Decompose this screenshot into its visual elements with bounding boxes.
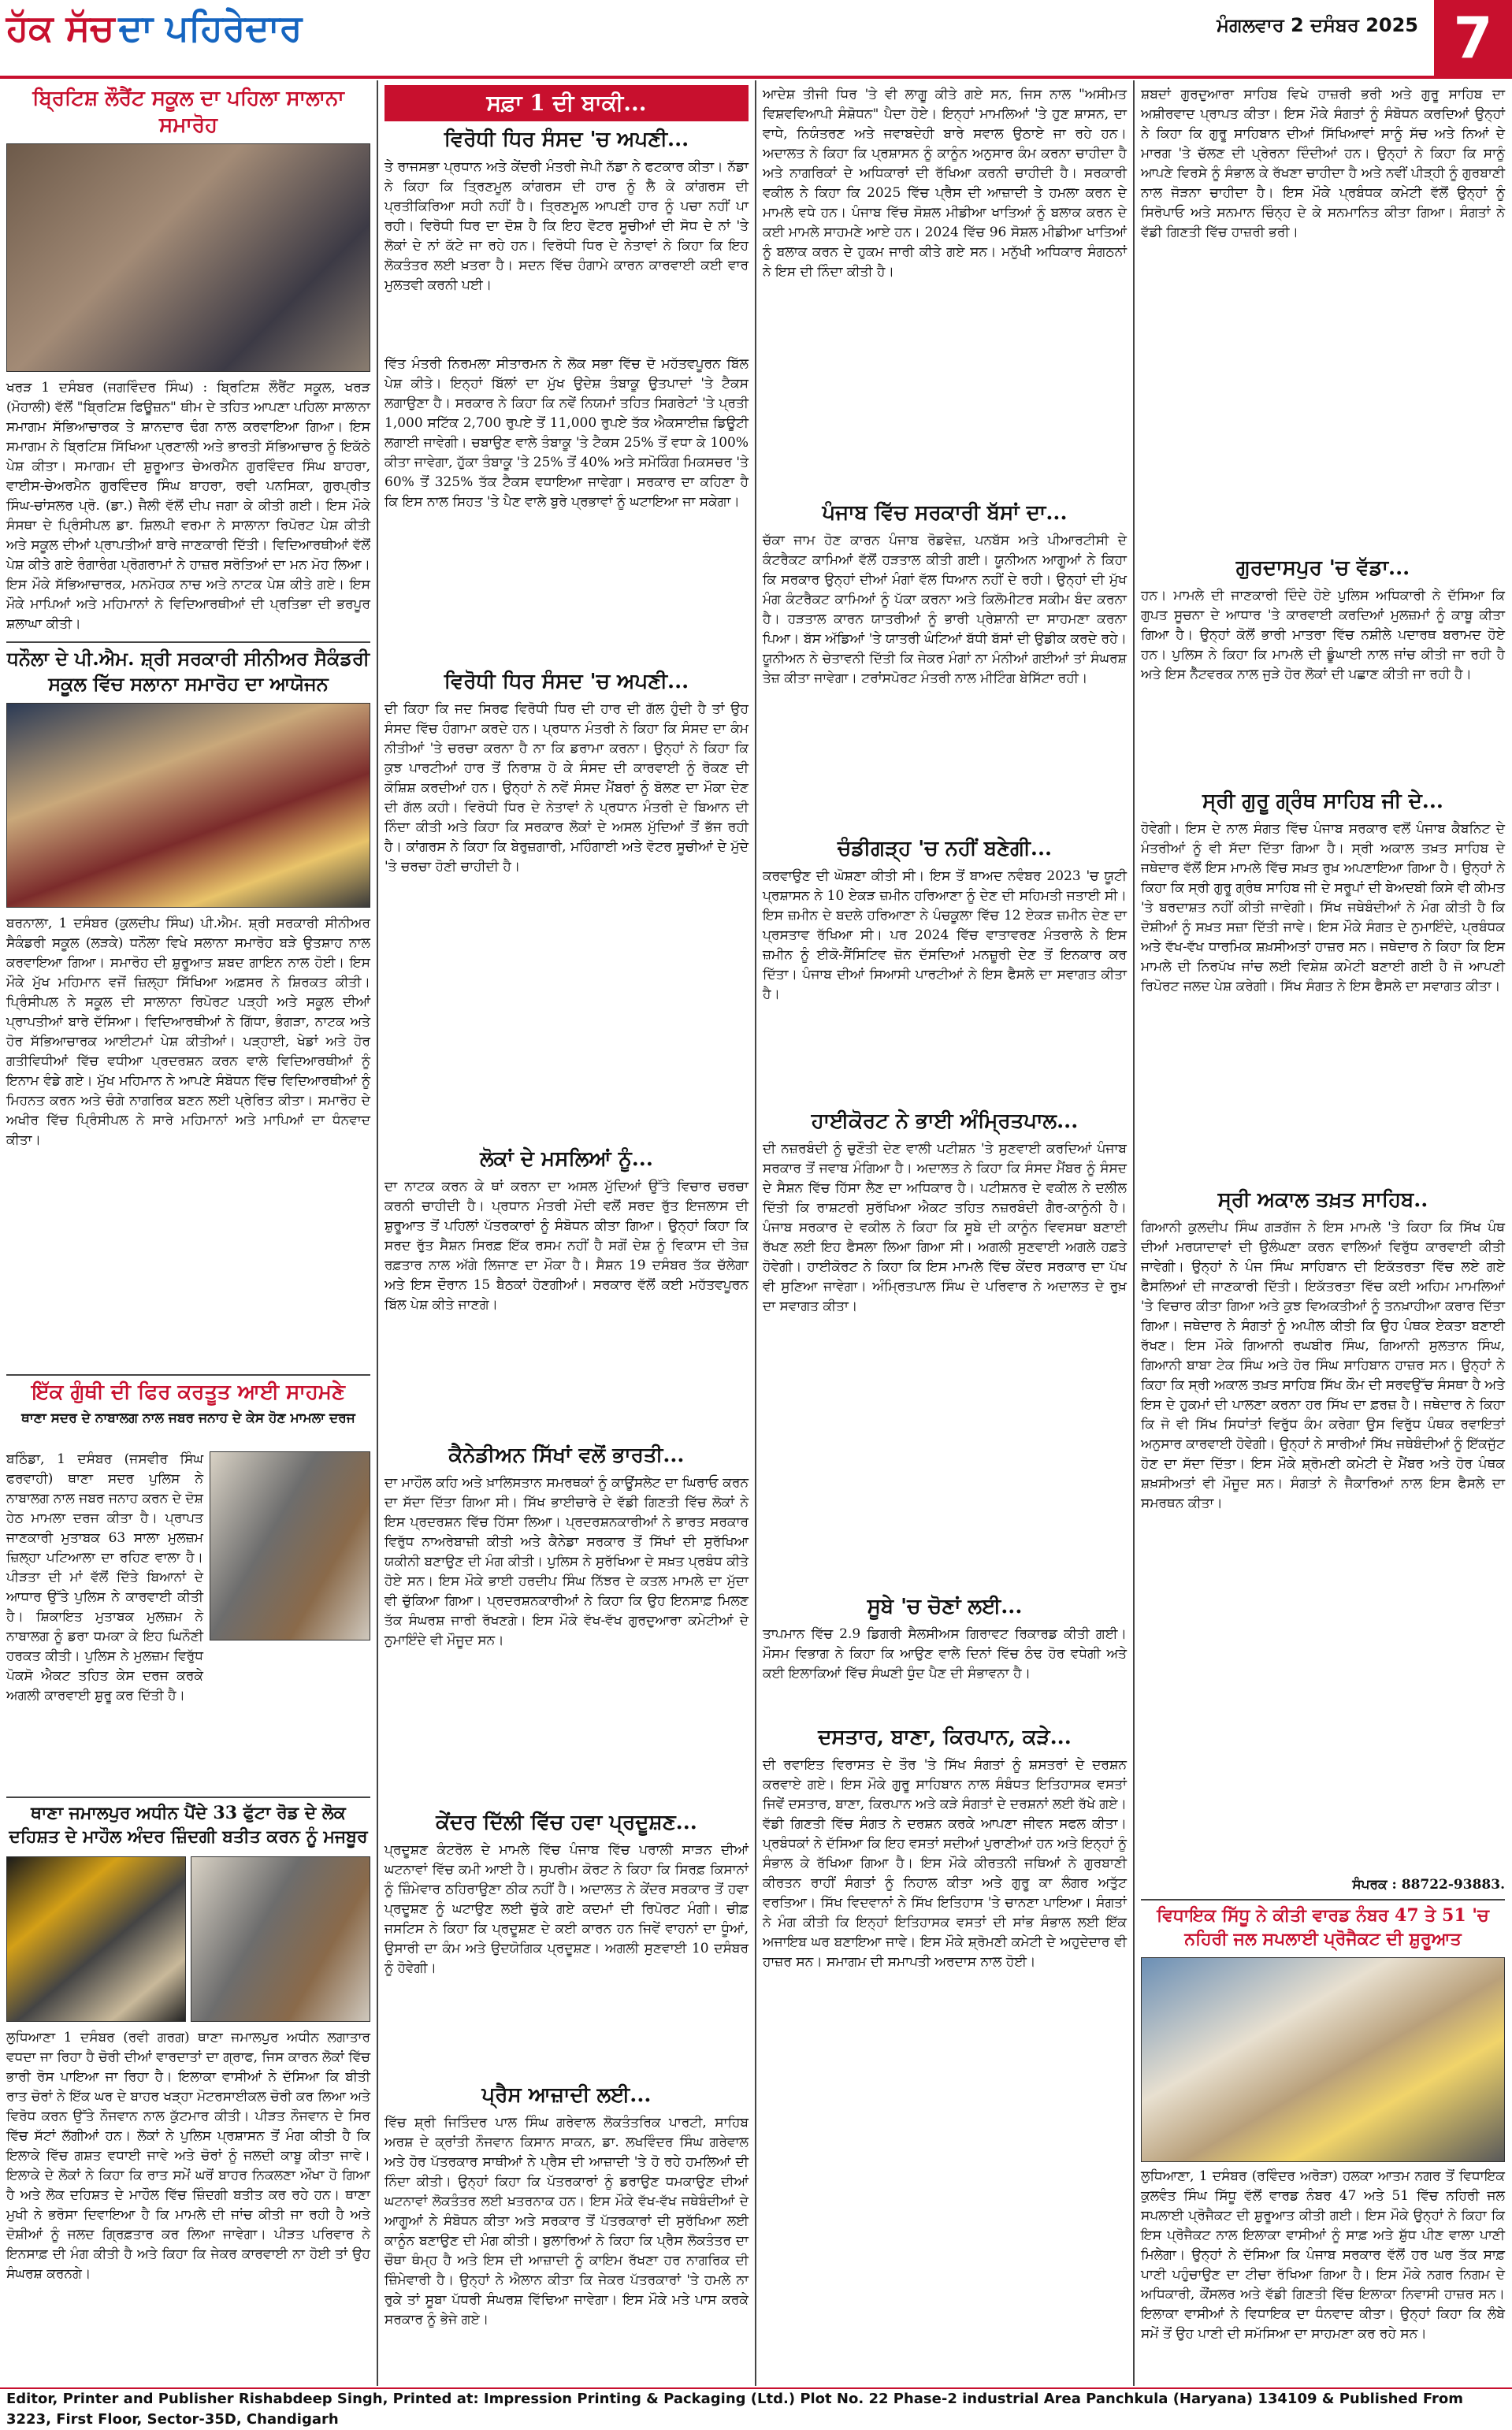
article-guru-granth-sahib: ਹੋਵੇਗੀ। ਇਸ ਦੇ ਨਾਲ ਸੰਗਤ ਵਿੱਚ ਪੰਜਾਬ ਸਰਕਾਰ ਵਲੋਂ ਪੰਜਾਬ ਕੈਬਨਿਟ ਦੇ ਮੰਤਰੀਆਂ ਨੂੰ ਵੀ ਸੱਦਾ ਦਿੱਤਾ ਗਿਆ ਹੈ। ਸ੍ਰੀ ਅਕਾਲ ਤਖ਼ਤ ਸਾਹਿਬ ਦੇ ਜਥੇਦਾਰ ਵੱਲੋਂ ਇਸ ਮਾਮਲੇ ਵਿੱਚ ਸਖ਼ਤ ਰੁਖ਼ ਅਪਣਾਇਆ ਗਿਆ ਹੈ। ਉਨ੍ਹਾਂ ਨੇ ਕਿਹਾ ਕਿ ਸ੍ਰੀ ਗੁਰੂ ਗ੍ਰੰਥ ਸਾਹਿਬ ਜੀ ਦੇ ਸਰੂਪਾਂ ਦੀ ਬੇਅਦਬੀ ਕਿਸੇ ਵੀ ਕੀਮਤ 'ਤੇ ਬਰਦਾਸ਼ਤ ਨਹੀਂ ਕੀਤੀ ਜਾਵੇਗੀ। ਸਿੱਖ ਜਥੇਬੰਦੀਆਂ ਨੇ ਮੰਗ ਕੀਤੀ ਹੈ ਕਿ ਦੋਸ਼ੀਆਂ ਨੂੰ ਸਖ਼ਤ ਸਜ਼ਾ ਦਿੱਤੀ ਜਾਵੇ। ਇਸ ਮੌਕੇ ਸੰਗਤ ਦੇ ਨੁਮਾਇੰਦੇ, ਪ੍ਰਬੰਧਕ ਅਤੇ ਵੱਖ-ਵੱਖ ਧਾਰਮਿਕ ਸ਼ਖ਼ਸੀਅਤਾਂ ਹਾਜ਼ਰ ਸਨ। ਜਥੇਦਾਰ ਨੇ ਕਿਹਾ ਕਿ ਇਸ ਮਾਮਲੇ ਦੀ ਨਿਰਪੱਖ ਜਾਂਚ ਲਈ ਵਿਸ਼ੇਸ਼ ਕਮੇਟੀ ਬਣਾਈ ਗਈ ਹੈ ਜੋ ਆਪਣੀ ਰਿਪੋਰਟ ਜਲਦ ਪੇਸ਼ ਕਰੇਗੀ। ਸਿੱਖ ਸੰਗਤ ਨੇ ਇਸ ਫੈਸਲੇ ਦਾ ਸਵਾਗਤ ਕੀਤਾ। [1141, 821, 1510, 994]
article-water-project: ਲੁਧਿਆਣਾ, 1 ਦਸੰਬਰ (ਰਵਿੰਦਰ ਅਰੋੜਾ) ਹਲਕਾ ਆਤਮ ਨਗਰ ਤੋਂ ਵਿਧਾਇਕ ਕੁਲਵੰਤ ਸਿੰਘ ਸਿੱਧੂ ਵੱਲੋਂ ਵਾਰਡ ਨੰਬਰ 47 ਅਤੇ 51 ਵਿੱਚ ਨਹਿਰੀ ਜਲ ਸਪਲਾਈ ਪ੍ਰੋਜੈਕਟ ਦੀ ਸ਼ੁਰੂਆਤ ਕੀਤੀ ਗਈ। ਇਸ ਮੌਕੇ ਉਨ੍ਹਾਂ ਨੇ ਕਿਹਾ ਕਿ ਇਸ ਪ੍ਰੋਜੈਕਟ ਨਾਲ ਇਲਾਕਾ ਵਾਸੀਆਂ ਨੂੰ ਸਾਫ਼ ਅਤੇ ਸ਼ੁੱਧ ਪੀਣ ਵਾਲਾ ਪਾਣੀ ਮਿਲੇਗਾ। ਉਨ੍ਹਾਂ ਨੇ ਦੱਸਿਆ ਕਿ ਪੰਜਾਬ ਸਰਕਾਰ ਵੱਲੋਂ ਹਰ ਘਰ ਤੱਕ ਸਾਫ਼ ਪਾਣੀ ਪਹੁੰਚਾਉਣ ਦਾ ਟੀਚਾ ਰੱਖਿਆ ਗਿਆ ਹੈ। ਇਸ ਮੌਕੇ ਨਗਰ ਨਿਗਮ ਦੇ ਅਧਿਕਾਰੀ, ਕੌਂਸਲਰ ਅਤੇ ਵੱਡੀ ਗਿਣਤੀ ਵਿੱਚ ਇਲਾਕਾ ਨਿਵਾਸੀ ਹਾਜ਼ਰ ਸਨ। ਇਲਾਕਾ ਵਾਸੀਆਂ ਨੇ ਵਿਧਾਇਕ ਦਾ ਧੰਨਵਾਦ ਕੀਤਾ। ਉਨ੍ਹਾਂ ਕਿਹਾ ਕਿ ਲੰਬੇ ਸਮੇਂ ਤੋਂ ਉਹ ਪਾਣੀ ਦੀ ਸਮੱਸਿਆ ਦਾ ਸਾਹਮਣਾ ਕਰ ਰਹੇ ਸਨ। [1141, 2168, 1510, 2342]
masthead-rule [0, 76, 1512, 79]
article-crime-case: ਬਠਿੰਡਾ, 1 ਦਸੰਬਰ (ਜਸਵੀਰ ਸਿੰਘ ਫਰਵਾਹੀ) ਥਾਣਾ ਸਦਰ ਪੁਲਿਸ ਨੇ ਨਾਬਾਲਗ ਨਾਲ ਜਬਰ ਜਨਾਹ ਕਰਨ ਦੇ ਦੋਸ਼ ਹੇਠ ਮਾਮਲਾ ਦਰਜ ਕੀਤਾ ਹੈ। ਪ੍ਰਾਪਤ ਜਾਣਕਾਰੀ ਮੁਤਾਬਕ 63 ਸਾਲਾ ਮੁਲਜ਼ਮ ਜ਼ਿਲ੍ਹਾ ਪਟਿਆਲਾ ਦਾ ਰਹਿਣ ਵਾਲਾ ਹੈ। ਪੀੜਤਾ ਦੀ ਮਾਂ ਵੱਲੋਂ ਦਿੱਤੇ ਬਿਆਨਾਂ ਦੇ ਆਧਾਰ ਉੱਤੇ ਪੁਲਿਸ ਨੇ ਕਾਰਵਾਈ ਕੀਤੀ ਹੈ। ਸ਼ਿਕਾਇਤ ਮੁਤਾਬਕ ਮੁਲਜ਼ਮ ਨੇ ਨਾਬਾਲਗ ਨੂੰ ਡਰਾ ਧਮਕਾ ਕੇ ਇਹ ਘਿਨੌਣੀ ਹਰਕਤ ਕੀਤੀ। ਪੁਲਿਸ ਨੇ ਮੁਲਜ਼ਮ ਵਿਰੁੱਧ ਪੋਕਸੋ ਐਕਟ ਤਹਿਤ ਕੇਸ ਦਰਜ ਕਰਕੇ ਅਗਲੀ ਕਾਰਵਾਈ ਸ਼ੁਰੂ ਕਰ ਦਿੱਤੀ ਹੈ। [6, 1451, 208, 1704]
headline-gurdaspur: ਗੁਰਦਾਸਪੁਰ 'ਚ ਵੱਡਾ... [1235, 556, 1410, 580]
article-punjab-buses: ਚੱਕਾ ਜਾਮ ਹੋਣ ਕਾਰਨ ਪੰਜਾਬ ਰੋਡਵੇਜ਼, ਪਨਬੱਸ ਅਤੇ ਪੀਆਰਟੀਸੀ ਦੇ ਕੰਟਰੈਕਟ ਕਾਮਿਆਂ ਵੱਲੋਂ ਹੜਤਾਲ ਕੀਤੀ ਗਈ। ਯੂਨੀਅਨ ਆਗੂਆਂ ਨੇ ਕਿਹਾ ਕਿ ਸਰਕਾਰ ਉਨ੍ਹਾਂ ਦੀਆਂ ਮੰਗਾਂ ਵੱਲ ਧਿਆਨ ਨਹੀਂ ਦੇ ਰਹੀ। ਉਨ੍ਹਾਂ ਦੀ ਮੁੱਖ ਮੰਗ ਕੰਟਰੈਕਟ ਕਾਮਿਆਂ ਨੂੰ ਪੱਕਾ ਕਰਨਾ ਅਤੇ ਕਿਲੋਮੀਟਰ ਸਕੀਮ ਬੰਦ ਕਰਨਾ ਹੈ। ਹੜਤਾਲ ਕਾਰਨ ਯਾਤਰੀਆਂ ਨੂੰ ਭਾਰੀ ਪ੍ਰੇਸ਼ਾਨੀ ਦਾ ਸਾਹਮਣਾ ਕਰਨਾ ਪਿਆ। ਬੱਸ ਅੱਡਿਆਂ 'ਤੇ ਯਾਤਰੀ ਘੰਟਿਆਂ ਬੱਧੀ ਬੱਸਾਂ ਦੀ ਉਡੀਕ ਕਰਦੇ ਰਹੇ। ਯੂਨੀਅਨ ਨੇ ਚੇਤਾਵਨੀ ਦਿੱਤੀ ਕਿ ਜੇਕਰ ਮੰਗਾਂ ਨਾ ਮੰਨੀਆਂ ਗਈਆਂ ਤਾਂ ਸੰਘਰਸ਼ ਤੇਜ਼ ਕੀਤਾ ਜਾਵੇਗਾ। ਟਰਾਂਸਪੋਰਟ ਮੰਤਰੀ ਨਾਲ ਮੀਟਿੰਗ ਬੇਸਿੱਟਾ ਰਹੀ। [763, 533, 1131, 686]
section-rule [6, 1374, 370, 1376]
article-gurdwara-visit: ਸ਼ਬਦਾਂ ਗੁਰਦੁਆਰਾ ਸਾਹਿਬ ਵਿਖੇ ਹਾਜ਼ਰੀ ਭਰੀ ਅਤੇ ਗੁਰੂ ਸਾਹਿਬ ਦਾ ਅਸ਼ੀਰਵਾਦ ਪ੍ਰਾਪਤ ਕੀਤਾ। ਇਸ ਮੌਕੇ ਸੰਗਤਾਂ ਨੂੰ ਸੰਬੋਧਨ ਕਰਦਿਆਂ ਉਨ੍ਹਾਂ ਨੇ ਕਿਹਾ ਕਿ ਗੁਰੂ ਸਾਹਿਬਾਨ ਦੀਆਂ ਸਿੱਖਿਆਵਾਂ ਸਾਨੂੰ ਸੱਚ ਅਤੇ ਨਿਆਂ ਦੇ ਮਾਰਗ 'ਤੇ ਚੱਲਣ ਦੀ ਪ੍ਰੇਰਨਾ ਦਿੰਦੀਆਂ ਹਨ। ਉਨ੍ਹਾਂ ਨੇ ਕਿਹਾ ਕਿ ਸਾਨੂੰ ਆਪਣੇ ਵਿਰਸੇ ਨੂੰ ਸੰਭਾਲ ਕੇ ਰੱਖਣਾ ਚਾਹੀਦਾ ਹੈ ਅਤੇ ਨਵੀਂ ਪੀੜ੍ਹੀ ਨੂੰ ਗੁਰਬਾਣੀ ਨਾਲ ਜੋੜਨਾ ਚਾਹੀਦਾ ਹੈ। ਇਸ ਮੌਕੇ ਪ੍ਰਬੰਧਕ ਕਮੇਟੀ ਵੱਲੋਂ ਉਨ੍ਹਾਂ ਨੂੰ ਸਿਰੋਪਾਓ ਅਤੇ ਸਨਮਾਨ ਚਿੰਨ੍ਹ ਦੇ ਕੇ ਸਨਮਾਨਿਤ ਕੀਤਾ ਗਿਆ। ਸੰਗਤਾਂ ਨੇ ਵੱਡੀ ਗਿਣਤੀ ਵਿੱਚ ਹਾਜ਼ਰੀ ਭਰੀ। [1141, 87, 1510, 240]
logo-part2: ਦਾ ਪਹਿਰੇਦਾਰ [118, 6, 303, 49]
headline-delhi-pollution: ਕੇਂਦਰ ਦਿੱਲੀ ਵਿੱਚ ਹਵਾ ਪ੍ਰਦੂਸ਼ਣ... [436, 1811, 697, 1834]
headline-jamalpur-road: ਥਾਣਾ ਜਮਾਲਪੁਰ ਅਧੀਨ ਪੈਂਦੇ 33 ਫੁੱਟਾ ਰੋਡ ਦੇ ਲੋਕ ਦਹਿਸ਼ਤ ਦੇ ਮਾਹੌਲ ਅੰਦਰ ਜ਼ਿੰਦਗੀ ਬਤੀਤ ਕਰਨ ਨੂੰ ਮਜਬੂਰ [9, 1803, 368, 1847]
headline-chandigarh: ਚੰਡੀਗੜ੍ਹ 'ਚ ਨਹੀਂ ਬਣੇਗੀ... [837, 837, 1053, 860]
publisher-imprint: Editor, Printer and Publisher Rishabdeep Singh, Printed at: Impression Printing & Packaging (Ltd.) Plot No. 22 Phase-2 industrial Area Panchkula (Haryana) 134109 & Published From 3223, First Floor, Sector-35D, Chandigarh [0, 2387, 1512, 2410]
headline-press-freedom: ਪ੍ਰੈਸ ਆਜ਼ਾਦੀ ਲਈ... [481, 2083, 652, 2107]
headline-school-function: ਬ੍ਰਿਟਿਸ਼ ਲੌਰੈਂਟ ਸਕੂਲ ਦਾ ਪਹਿਲਾ ਸਾਲਾਨਾ ਸਮਾਰੋਹ [32, 87, 344, 137]
headline-punjab-buses: ਪੰਜਾਬ ਵਿੱਚ ਸਰਕਾਰੀ ਬੱਸਾਂ ਦਾ... [822, 501, 1068, 525]
article-jamalpur-road: ਲੁਧਿਆਣਾ 1 ਦਸੰਬਰ (ਰਵੀ ਗਰਗ) ਥਾਣਾ ਜਮਾਲਪੁਰ ਅਧੀਨ ਲਗਾਤਾਰ ਵਧਦਾ ਜਾ ਰਿਹਾ ਹੈ ਚੋਰੀ ਦੀਆਂ ਵਾਰਦਾਤਾਂ ਦਾ ਗ੍ਰਾਫ, ਜਿਸ ਕਾਰਨ ਲੋਕਾਂ ਵਿੱਚ ਭਾਰੀ ਰੋਸ ਪਾਇਆ ਜਾ ਰਿਹਾ ਹੈ। ਇਲਾਕਾ ਵਾਸੀਆਂ ਨੇ ਦੱਸਿਆ ਕਿ ਬੀਤੀ ਰਾਤ ਚੋਰਾਂ ਨੇ ਇੱਕ ਘਰ ਦੇ ਬਾਹਰ ਖੜ੍ਹਾ ਮੋਟਰਸਾਈਕਲ ਚੋਰੀ ਕਰ ਲਿਆ ਅਤੇ ਵਿਰੋਧ ਕਰਨ ਉੱਤੇ ਨੌਜਵਾਨ ਨਾਲ ਕੁੱਟਮਾਰ ਕੀਤੀ। ਪੀੜਤ ਨੌਜਵਾਨ ਦੇ ਸਿਰ ਵਿੱਚ ਸੱਟਾਂ ਲੱਗੀਆਂ ਹਨ। ਲੋਕਾਂ ਨੇ ਪੁਲਿਸ ਪ੍ਰਸ਼ਾਸਨ ਤੋਂ ਮੰਗ ਕੀਤੀ ਹੈ ਕਿ ਇਲਾਕੇ ਵਿੱਚ ਗਸ਼ਤ ਵਧਾਈ ਜਾਵੇ ਅਤੇ ਚੋਰਾਂ ਨੂੰ ਜਲਦੀ ਕਾਬੂ ਕੀਤਾ ਜਾਵੇ। ਇਲਾਕੇ ਦੇ ਲੋਕਾਂ ਨੇ ਕਿਹਾ ਕਿ ਰਾਤ ਸਮੇਂ ਘਰੋਂ ਬਾਹਰ ਨਿਕਲਣਾ ਔਖਾ ਹੋ ਗਿਆ ਹੈ ਅਤੇ ਲੋਕ ਦਹਿਸ਼ਤ ਦੇ ਮਾਹੌਲ ਵਿੱਚ ਜ਼ਿੰਦਗੀ ਬਤੀਤ ਕਰ ਰਹੇ ਹਨ। ਥਾਣਾ ਮੁਖੀ ਨੇ ਭਰੋਸਾ ਦਿਵਾਇਆ ਹੈ ਕਿ ਮਾਮਲੇ ਦੀ ਜਾਂਚ ਕੀਤੀ ਜਾ ਰਹੀ ਹੈ ਅਤੇ ਦੋਸ਼ੀਆਂ ਨੂੰ ਜਲਦ ਗ੍ਰਿਫ਼ਤਾਰ ਕਰ ਲਿਆ ਜਾਵੇਗਾ। ਪੀੜਤ ਪਰਿਵਾਰ ਨੇ ਇਨਸਾਫ਼ ਦੀ ਮੰਗ ਕੀਤੀ ਹੈ ਅਤੇ ਕਿਹਾ ਕਿ ਜੇਕਰ ਕਾਰਵਾਈ ਨਾ ਹੋਈ ਤਾਂ ਉਹ ਸੰਘਰਸ਼ ਕਰਨਗੇ। [6, 2030, 375, 2282]
headline-high-court: ਹਾਈਕੋਰਟ ਨੇ ਭਾਈ ਅੰਮ੍ਰਿਤਪਾਲ... [811, 1109, 1079, 1133]
article-press-orders: ਆਦੇਸ਼ ਤੀਜੀ ਧਿਰ 'ਤੇ ਵੀ ਲਾਗੂ ਕੀਤੇ ਗਏ ਸਨ, ਜਿਸ ਨਾਲ "ਅਸੀਮਤ ਵਿਸ਼ਵਵਿਆਪੀ ਸੰਸ਼ੋਧਨ" ਪੈਦਾ ਹੋਏ। ਇਨ੍ਹਾਂ ਮਾਮਲਿਆਂ 'ਤੇ ਹੁਣ ਸ਼ਾਸਨ, ਦਾ ਵਾਧੇ, ਨਿਯੰਤਰਣ ਅਤੇ ਜਵਾਬਦੇਹੀ ਬਾਰੇ ਸਵਾਲ ਉਠਾਏ ਜਾ ਰਹੇ ਹਨ। ਅਦਾਲਤ ਨੇ ਕਿਹਾ ਕਿ ਪ੍ਰਸ਼ਾਸਨ ਨੂੰ ਕਾਨੂੰਨ ਅਨੁਸਾਰ ਕੰਮ ਕਰਨਾ ਚਾਹੀਦਾ ਹੈ ਅਤੇ ਨਾਗਰਿਕਾਂ ਦੇ ਅਧਿਕਾਰਾਂ ਦੀ ਰੱਖਿਆ ਕਰਨੀ ਚਾਹੀਦੀ ਹੈ। ਸਰਕਾਰੀ ਵਕੀਲ ਨੇ ਕਿਹਾ ਕਿ 2025 ਵਿੱਚ ਪ੍ਰੈਸ ਦੀ ਆਜ਼ਾਦੀ ਤੇ ਹਮਲਾ ਕਰਨ ਦੇ ਮਾਮਲੇ ਵਧੇ ਹਨ। ਪੰਜਾਬ ਵਿੱਚ ਸੋਸ਼ਲ ਮੀਡੀਆ ਖਾਤਿਆਂ ਨੂੰ ਬਲਾਕ ਕਰਨ ਦੇ ਕਈ ਮਾਮਲੇ ਸਾਹਮਣੇ ਆਏ ਹਨ। 2024 ਵਿੱਚ 96 ਸੋਸ਼ਲ ਮੀਡੀਆ ਖਾਤਿਆਂ ਨੂੰ ਬਲਾਕ ਕਰਨ ਦੇ ਹੁਕਮ ਜਾਰੀ ਕੀਤੇ ਗਏ ਸਨ। ਮਨੁੱਖੀ ਅਧਿਕਾਰ ਸੰਗਠਨਾਂ ਨੇ ਇਸ ਦੀ ਨਿੰਦਾ ਕੀਤੀ ਹੈ। [763, 87, 1131, 280]
logo-part1: ਹੱਕ ਸੱਚ [6, 6, 115, 49]
section-rule [6, 1796, 370, 1798]
article-gurdaspur: ਹਨ। ਮਾਮਲੇ ਦੀ ਜਾਣਕਾਰੀ ਦਿੰਦੇ ਹੋਏ ਪੁਲਿਸ ਅਧਿਕਾਰੀ ਨੇ ਦੱਸਿਆ ਕਿ ਗੁਪਤ ਸੂਚਨਾ ਦੇ ਆਧਾਰ 'ਤੇ ਕਾਰਵਾਈ ਕਰਦਿਆਂ ਮੁਲਜ਼ਮਾਂ ਨੂੰ ਕਾਬੂ ਕੀਤਾ ਗਿਆ ਹੈ। ਉਨ੍ਹਾਂ ਕੋਲੋਂ ਭਾਰੀ ਮਾਤਰਾ ਵਿੱਚ ਨਸ਼ੀਲੇ ਪਦਾਰਥ ਬਰਾਮਦ ਹੋਏ ਹਨ। ਪੁਲਿਸ ਨੇ ਕਿਹਾ ਕਿ ਮਾਮਲੇ ਦੀ ਡੂੰਘਾਈ ਨਾਲ ਜਾਂਚ ਕੀਤੀ ਜਾ ਰਹੀ ਹੈ ਅਤੇ ਇਸ ਨੈੱਟਵਰਕ ਨਾਲ ਜੁੜੇ ਹੋਰ ਲੋਕਾਂ ਦੀ ਪਛਾਣ ਕੀਤੀ ਜਾ ਰਹੀ ਹੈ। [1141, 588, 1510, 682]
article-state-elections: ਤਾਪਮਾਨ ਵਿੱਚ 2.9 ਡਿਗਰੀ ਸੈਲਸੀਅਸ ਗਿਰਾਵਟ ਰਿਕਾਰਡ ਕੀਤੀ ਗਈ। ਮੌਸਮ ਵਿਭਾਗ ਨੇ ਕਿਹਾ ਕਿ ਆਉਣ ਵਾਲੇ ਦਿਨਾਂ ਵਿੱਚ ਠੰਢ ਹੋਰ ਵਧੇਗੀ ਅਤੇ ਕਈ ਇਲਾਕਿਆਂ ਵਿੱਚ ਸੰਘਣੀ ਧੁੰਦ ਪੈਣ ਦੀ ਸੰਭਾਵਨਾ ਹੈ। [763, 1626, 1131, 1681]
article-opposition-parliament-1: ਤੇ ਰਾਜਸਭਾ ਪ੍ਰਧਾਨ ਅਤੇ ਕੇਂਦਰੀ ਮੰਤਰੀ ਜੇਪੀ ਨੱਡਾ ਨੇ ਫਟਕਾਰ ਕੀਤਾ। ਨੱਡਾ ਨੇ ਕਿਹਾ ਕਿ ਤ੍ਰਿਣਮੂਲ ਕਾਂਗਰਸ ਦੀ ਹਾਰ ਨੂੰ ਲੈ ਕੇ ਕਾਂਗਰਸ ਦੀ ਪ੍ਰਤੀਕਿਰਿਆ ਸਹੀ ਨਹੀਂ ਹੈ। ਤ੍ਰਿਣਮੂਲ ਆਪਣੀ ਹਾਰ ਨੂੰ ਪਚਾ ਨਹੀਂ ਪਾ ਰਹੀ। ਵਿਰੋਧੀ ਧਿਰ ਦਾ ਦੋਸ਼ ਹੈ ਕਿ ਇਹ ਵੋਟਰ ਸੂਚੀਆਂ ਦੀ ਸੋਧ ਦੇ ਨਾਂ 'ਤੇ ਲੋਕਾਂ ਦੇ ਨਾਂ ਕੱਟੇ ਜਾ ਰਹੇ ਹਨ। ਵਿਰੋਧੀ ਧਿਰ ਦੇ ਨੇਤਾਵਾਂ ਨੇ ਕਿਹਾ ਕਿ ਇਹ ਲੋਕਤੰਤਰ ਲਈ ਖ਼ਤਰਾ ਹੈ। ਸਦਨ ਵਿੱਚ ਹੰਗਾਮੇ ਕਾਰਨ ਕਾਰਵਾਈ ਕਈ ਵਾਰ ਮੁਲਤਵੀ ਕਰਨੀ ਪਈ। [385, 159, 753, 293]
headline-guru-granth-sahib: ਸ੍ਰੀ ਗੁਰੂ ਗ੍ਰੰਥ ਸਾਹਿਬ ਜੀ ਦੇ... [1202, 790, 1443, 813]
headline-akal-takht: ਸ੍ਰੀ ਅਕਾਲ ਤਖ਼ਤ ਸਾਹਿਬ.. [1217, 1188, 1428, 1212]
column-rule [1133, 80, 1135, 2386]
headline-dastar-bana: ਦਸਤਾਰ, ਬਾਣਾ, ਕਿਰਪਾਨ, ਕੜੇ... [818, 1726, 1072, 1749]
article-canadian-sikhs: ਦਾ ਮਾਹੌਲ ਕਹਿ ਅਤੇ ਖ਼ਾਲਿਸਤਾਨ ਸਮਰਥਕਾਂ ਨੂੰ ਕਾਊਂਸਲੇਟ ਦਾ ਘਿਰਾਓ ਕਰਨ ਦਾ ਸੱਦਾ ਦਿੱਤਾ ਗਿਆ ਸੀ। ਸਿੱਖ ਭਾਈਚਾਰੇ ਦੇ ਵੱਡੀ ਗਿਣਤੀ ਵਿੱਚ ਲੋਕਾਂ ਨੇ ਇਸ ਪ੍ਰਦਰਸ਼ਨ ਵਿੱਚ ਹਿੱਸਾ ਲਿਆ। ਪ੍ਰਦਰਸ਼ਨਕਾਰੀਆਂ ਨੇ ਭਾਰਤ ਸਰਕਾਰ ਵਿਰੁੱਧ ਨਾਅਰੇਬਾਜ਼ੀ ਕੀਤੀ ਅਤੇ ਕੈਨੇਡਾ ਸਰਕਾਰ ਤੋਂ ਸਿੱਖਾਂ ਦੀ ਸੁਰੱਖਿਆ ਯਕੀਨੀ ਬਣਾਉਣ ਦੀ ਮੰਗ ਕੀਤੀ। ਪੁਲਿਸ ਨੇ ਸੁਰੱਖਿਆ ਦੇ ਸਖ਼ਤ ਪ੍ਰਬੰਧ ਕੀਤੇ ਹੋਏ ਸਨ। ਇਸ ਮੌਕੇ ਭਾਈ ਹਰਦੀਪ ਸਿੰਘ ਨਿੱਝਰ ਦੇ ਕਤਲ ਮਾਮਲੇ ਦਾ ਮੁੱਦਾ ਵੀ ਚੁੱਕਿਆ ਗਿਆ। ਪ੍ਰਦਰਸ਼ਨਕਾਰੀਆਂ ਨੇ ਕਿਹਾ ਕਿ ਉਹ ਇਨਸਾਫ਼ ਮਿਲਣ ਤੱਕ ਸੰਘਰਸ਼ ਜਾਰੀ ਰੱਖਣਗੇ। ਇਸ ਮੌਕੇ ਵੱਖ-ਵੱਖ ਗੁਰਦੁਆਰਾ ਕਮੇਟੀਆਂ ਦੇ ਨੁਮਾਇੰਦੇ ਵੀ ਮੌਜੂਦ ਸਨ। [385, 1475, 753, 1648]
article-dhanaula-school: ਬਰਨਾਲਾ, 1 ਦਸੰਬਰ (ਕੁਲਦੀਪ ਸਿੰਘ) ਪੀ.ਐਮ. ਸ਼੍ਰੀ ਸਰਕਾਰੀ ਸੀਨੀਅਰ ਸੈਕੰਡਰੀ ਸਕੂਲ (ਲੜਕੇ) ਧਨੌਲਾ ਵਿਖੇ ਸਲਾਨਾ ਸਮਾਰੋਹ ਬੜੇ ਉਤਸ਼ਾਹ ਨਾਲ ਕਰਵਾਇਆ ਗਿਆ। ਸਮਾਰੋਹ ਦੀ ਸ਼ੁਰੂਆਤ ਸ਼ਬਦ ਗਾਇਨ ਨਾਲ ਹੋਈ। ਇਸ ਮੌਕੇ ਮੁੱਖ ਮਹਿਮਾਨ ਵਜੋਂ ਜ਼ਿਲ੍ਹਾ ਸਿੱਖਿਆ ਅਫ਼ਸਰ ਨੇ ਸ਼ਿਰਕਤ ਕੀਤੀ। ਪ੍ਰਿੰਸੀਪਲ ਨੇ ਸਕੂਲ ਦੀ ਸਾਲਾਨਾ ਰਿਪੋਰਟ ਪੜ੍ਹੀ ਅਤੇ ਸਕੂਲ ਦੀਆਂ ਪ੍ਰਾਪਤੀਆਂ ਬਾਰੇ ਦੱਸਿਆ। ਵਿਦਿਆਰਥੀਆਂ ਨੇ ਗਿੱਧਾ, ਭੰਗੜਾ, ਨਾਟਕ ਅਤੇ ਹੋਰ ਸੱਭਿਆਚਾਰਕ ਆਈਟਮਾਂ ਪੇਸ਼ ਕੀਤੀਆਂ। ਪੜ੍ਹਾਈ, ਖੇਡਾਂ ਅਤੇ ਹੋਰ ਗਤੀਵਿਧੀਆਂ ਵਿੱਚ ਵਧੀਆ ਪ੍ਰਦਰਸ਼ਨ ਕਰਨ ਵਾਲੇ ਵਿਦਿਆਰਥੀਆਂ ਨੂੰ ਇਨਾਮ ਵੰਡੇ ਗਏ। ਮੁੱਖ ਮਹਿਮਾਨ ਨੇ ਆਪਣੇ ਸੰਬੋਧਨ ਵਿੱਚ ਵਿਦਿਆਰਥੀਆਂ ਨੂੰ ਮਿਹਨਤ ਕਰਨ ਅਤੇ ਚੰਗੇ ਨਾਗਰਿਕ ਬਣਨ ਲਈ ਪ੍ਰੇਰਿਤ ਕੀਤਾ। ਸਮਾਰੋਹ ਦੇ ਅਖੀਰ ਵਿੱਚ ਪ੍ਰਿੰਸੀਪਲ ਨੇ ਸਾਰੇ ਮਹਿਮਾਨਾਂ ਅਤੇ ਮਾਪਿਆਂ ਦਾ ਧੰਨਵਾਦ ਕੀਤਾ। [6, 916, 375, 1148]
article-school-function: ਖਰੜ 1 ਦਸੰਬਰ (ਜਗਵਿੰਦਰ ਸਿੰਘ) : ਬ੍ਰਿਟਿਸ਼ ਲੌਰੈਂਟ ਸਕੂਲ, ਖਰੜ (ਮੋਹਾਲੀ) ਵੱਲੋਂ "ਬ੍ਰਿਟਿਸ਼ ਫਿਊਜ਼ਨ" ਥੀਮ ਦੇ ਤਹਿਤ ਆਪਣਾ ਪਹਿਲਾ ਸਾਲਾਨਾ ਸਮਾਗਮ ਸੱਭਿਆਚਾਰਕ ਤੇ ਸ਼ਾਨਦਾਰ ਢੰਗ ਨਾਲ ਕਰਵਾਇਆ ਗਿਆ। ਇਸ ਸਮਾਗਮ ਨੇ ਬ੍ਰਿਟਿਸ਼ ਸਿੱਖਿਆ ਪ੍ਰਣਾਲੀ ਅਤੇ ਭਾਰਤੀ ਸੱਭਿਆਚਾਰ ਨੂੰ ਇਕੱਠੇ ਪੇਸ਼ ਕੀਤਾ। ਸਮਾਗਮ ਦੀ ਸ਼ੁਰੂਆਤ ਚੇਅਰਮੈਨ ਗੁਰਵਿੰਦਰ ਸਿੰਘ ਬਾਹਰਾ, ਵਾਈਸ-ਚੇਅਰਮੈਨ ਗੁਰਵਿੰਦਰ ਸਿੰਘ ਬਾਹਰਾ, ਰਵੀ ਪਨਸਿਕਾ, ਗੁਰਪ੍ਰੀਤ ਸਿੰਘ-ਚਾਂਸਲਰ ਪ੍ਰੋ. (ਡਾ.) ਜੈਲੀ ਵੱਲੋਂ ਦੀਪ ਜਗਾ ਕੇ ਕੀਤੀ ਗਈ। ਇਸ ਮੌਕੇ ਸੰਸਥਾ ਦੇ ਪ੍ਰਿੰਸੀਪਲ ਡਾ. ਸ਼ਿਲਪੀ ਵਰਮਾ ਨੇ ਸਾਲਾਨਾ ਰਿਪੋਰਟ ਪੇਸ਼ ਕੀਤੀ ਅਤੇ ਸਕੂਲ ਦੀਆਂ ਪ੍ਰਾਪਤੀਆਂ ਬਾਰੇ ਜਾਣਕਾਰੀ ਦਿੱਤੀ। ਵਿਦਿਆਰਥੀਆਂ ਵੱਲੋਂ ਪੇਸ਼ ਕੀਤੇ ਗਏ ਰੰਗਾਰੰਗ ਪ੍ਰੋਗਰਾਮਾਂ ਨੇ ਹਾਜ਼ਰ ਸਰੋਤਿਆਂ ਦਾ ਮਨ ਮੋਹ ਲਿਆ। ਇਸ ਮੌਕੇ ਸੱਭਿਆਚਾਰਕ, ਮਨਮੋਹਕ ਨਾਚ ਅਤੇ ਨਾਟਕ ਪੇਸ਼ ਕੀਤੇ ਗਏ। ਇਸ ਮੌਕੇ ਮਾਪਿਆਂ ਅਤੇ ਮਹਿਮਾਨਾਂ ਨੇ ਵਿਦਿਆਰਥੀਆਂ ਦੀ ਪ੍ਰਤਿਭਾ ਦੀ ਭਰਪੂਰ ਸ਼ਲਾਘਾ ਕੀਤੀ। [6, 380, 375, 632]
photo-crying-girl [210, 1451, 370, 1640]
article-akal-takht: ਗਿਆਨੀ ਕੁਲਦੀਪ ਸਿੰਘ ਗੜਗੱਜ ਨੇ ਇਸ ਮਾਮਲੇ 'ਤੇ ਕਿਹਾ ਕਿ ਸਿੱਖ ਪੰਥ ਦੀਆਂ ਮਰਯਾਦਾਵਾਂ ਦੀ ਉਲੰਘਣਾ ਕਰਨ ਵਾਲਿਆਂ ਵਿਰੁੱਧ ਕਾਰਵਾਈ ਕੀਤੀ ਜਾਵੇਗੀ। ਉਨ੍ਹਾਂ ਨੇ ਪੰਜ ਸਿੰਘ ਸਾਹਿਬਾਨ ਦੀ ਇਕੱਤਰਤਾ ਵਿੱਚ ਲਏ ਗਏ ਫੈਸਲਿਆਂ ਦੀ ਜਾਣਕਾਰੀ ਦਿੱਤੀ। ਇਕੱਤਰਤਾ ਵਿੱਚ ਕਈ ਅਹਿਮ ਮਾਮਲਿਆਂ 'ਤੇ ਵਿਚਾਰ ਕੀਤਾ ਗਿਆ ਅਤੇ ਕੁਝ ਵਿਅਕਤੀਆਂ ਨੂੰ ਤਨਖ਼ਾਹੀਆ ਕਰਾਰ ਦਿੱਤਾ ਗਿਆ। ਜਥੇਦਾਰ ਨੇ ਸੰਗਤਾਂ ਨੂੰ ਅਪੀਲ ਕੀਤੀ ਕਿ ਉਹ ਪੰਥਕ ਏਕਤਾ ਬਣਾਈ ਰੱਖਣ। ਇਸ ਮੌਕੇ ਗਿਆਨੀ ਰਘਬੀਰ ਸਿੰਘ, ਗਿਆਨੀ ਸੁਲਤਾਨ ਸਿੰਘ, ਗਿਆਨੀ ਬਾਬਾ ਟੇਕ ਸਿੰਘ ਅਤੇ ਹੋਰ ਸਿੰਘ ਸਾਹਿਬਾਨ ਹਾਜ਼ਰ ਸਨ। ਉਨ੍ਹਾਂ ਨੇ ਕਿਹਾ ਕਿ ਸ੍ਰੀ ਅਕਾਲ ਤਖ਼ਤ ਸਾਹਿਬ ਸਿੱਖ ਕੌਮ ਦੀ ਸਰਵਉੱਚ ਸੰਸਥਾ ਹੈ ਅਤੇ ਇਸ ਦੇ ਹੁਕਮਾਂ ਦੀ ਪਾਲਣਾ ਕਰਨਾ ਹਰ ਸਿੱਖ ਦਾ ਫ਼ਰਜ਼ ਹੈ। ਜਥੇਦਾਰ ਨੇ ਕਿਹਾ ਕਿ ਜੋ ਵੀ ਸਿੱਖ ਸਿਧਾਂਤਾਂ ਵਿਰੁੱਧ ਕੰਮ ਕਰੇਗਾ ਉਸ ਵਿਰੁੱਧ ਪੰਥਕ ਰਵਾਇਤਾਂ ਅਨੁਸਾਰ ਕਾਰਵਾਈ ਹੋਵੇਗੀ। ਉਨ੍ਹਾਂ ਨੇ ਸਾਰੀਆਂ ਸਿੱਖ ਜਥੇਬੰਦੀਆਂ ਨੂੰ ਇੱਕਜੁੱਟ ਹੋਣ ਦਾ ਸੱਦਾ ਦਿੱਤਾ। ਇਸ ਮੌਕੇ ਸ਼੍ਰੋਮਣੀ ਕਮੇਟੀ ਦੇ ਮੈਂਬਰ ਅਤੇ ਹੋਰ ਪੰਥਕ ਸ਼ਖ਼ਸੀਅਤਾਂ ਵੀ ਮੌਜੂਦ ਸਨ। ਸੰਗਤਾਂ ਨੇ ਜੈਕਾਰਿਆਂ ਨਾਲ ਇਸ ਫੈਸਲੇ ਦਾ ਸਮਰਥਨ ਕੀਤਾ। [1141, 1220, 1510, 1511]
contact-number: ਸੰਪਰਕ : 88722-93883. [1352, 1877, 1505, 1893]
headline-canadian-sikhs: ਕੈਨੇਡੀਅਨ ਸਿੱਖਾਂ ਵਲੋਂ ਭਾਰਤੀ... [448, 1444, 685, 1467]
subheadline-crime-case: ਥਾਣਾ ਸਦਰ ਦੇ ਨਾਬਾਲਗ ਨਾਲ ਜਬਰ ਜਨਾਹ ਦੇ ਕੇਸ ਹੋਣ ਮਾਮਲਾ ਦਰਜ [21, 1410, 355, 1426]
headline-crime-case: ਇੱਕ ਗੁੰਥੀ ਦੀ ਫਿਰ ਕਰਤੂਤ ਆਈ ਸਾਹਮਣੇ [32, 1380, 345, 1404]
article-tobacco-tax: ਵਿੱਤ ਮੰਤਰੀ ਨਿਰਮਲਾ ਸੀਤਾਰਮਨ ਨੇ ਲੋਕ ਸਭਾ ਵਿੱਚ ਦੋ ਮਹੱਤਵਪੂਰਨ ਬਿੱਲ ਪੇਸ਼ ਕੀਤੇ। ਇਨ੍ਹਾਂ ਬਿੱਲਾਂ ਦਾ ਮੁੱਖ ਉਦੇਸ਼ ਤੰਬਾਕੂ ਉਤਪਾਦਾਂ 'ਤੇ ਟੈਕਸ ਲਗਾਉਣਾ ਹੈ। ਸਰਕਾਰ ਨੇ ਕਿਹਾ ਕਿ ਨਵੇਂ ਨਿਯਮਾਂ ਤਹਿਤ ਸਿਗਰੇਟਾਂ 'ਤੇ ਪ੍ਰਤੀ 1,000 ਸਟਿੱਕ 2,700 ਰੁਪਏ ਤੋਂ 11,000 ਰੁਪਏ ਤੱਕ ਐਕਸਾਈਜ਼ ਡਿਊਟੀ ਲਗਾਈ ਜਾਵੇਗੀ। ਚਬਾਉਣ ਵਾਲੇ ਤੰਬਾਕੂ 'ਤੇ ਟੈਕਸ 25% ਤੋਂ ਵਧਾ ਕੇ 100% ਕੀਤਾ ਜਾਵੇਗਾ, ਹੁੱਕਾ ਤੰਬਾਕੂ 'ਤੇ 25% ਤੋਂ 40% ਅਤੇ ਸਮੋਕਿੰਗ ਮਿਕਸਚਰ 'ਤੇ 60% ਤੋਂ 325% ਤੱਕ ਟੈਕਸ ਵਧਾਇਆ ਜਾਵੇਗਾ। ਸਰਕਾਰ ਦਾ ਕਹਿਣਾ ਹੈ ਕਿ ਇਸ ਨਾਲ ਸਿਹਤ 'ਤੇ ਪੈਣ ਵਾਲੇ ਬੁਰੇ ਪ੍ਰਭਾਵਾਂ ਨੂੰ ਘਟਾਇਆ ਜਾ ਸਕੇਗਾ। [385, 356, 753, 510]
photo-dhanaula-stage [6, 703, 370, 908]
photo-injured-man [191, 1856, 370, 2022]
column-rule [755, 80, 756, 2386]
article-dastar-bana: ਦੀ ਰਵਾਇਤ ਵਿਰਾਸਤ ਦੇ ਤੌਰ 'ਤੇ ਸਿੱਖ ਸੰਗਤਾਂ ਨੂੰ ਸ਼ਸਤਰਾਂ ਦੇ ਦਰਸ਼ਨ ਕਰਵਾਏ ਗਏ। ਇਸ ਮੌਕੇ ਗੁਰੂ ਸਾਹਿਬਾਨ ਨਾਲ ਸੰਬੰਧਤ ਇਤਿਹਾਸਕ ਵਸਤਾਂ ਜਿਵੇਂ ਦਸਤਾਰ, ਬਾਣਾ, ਕਿਰਪਾਨ ਅਤੇ ਕੜੇ ਸੰਗਤਾਂ ਦੇ ਦਰਸ਼ਨਾਂ ਲਈ ਰੱਖੇ ਗਏ। ਵੱਡੀ ਗਿਣਤੀ ਵਿੱਚ ਸੰਗਤ ਨੇ ਦਰਸ਼ਨ ਕਰਕੇ ਆਪਣਾ ਜੀਵਨ ਸਫਲ ਕੀਤਾ। ਪ੍ਰਬੰਧਕਾਂ ਨੇ ਦੱਸਿਆ ਕਿ ਇਹ ਵਸਤਾਂ ਸਦੀਆਂ ਪੁਰਾਣੀਆਂ ਹਨ ਅਤੇ ਇਨ੍ਹਾਂ ਨੂੰ ਸੰਭਾਲ ਕੇ ਰੱਖਿਆ ਗਿਆ ਹੈ। ਇਸ ਮੌਕੇ ਕੀਰਤਨੀ ਜਥਿਆਂ ਨੇ ਗੁਰਬਾਣੀ ਕੀਰਤਨ ਰਾਹੀਂ ਸੰਗਤਾਂ ਨੂੰ ਨਿਹਾਲ ਕੀਤਾ ਅਤੇ ਗੁਰੂ ਕਾ ਲੰਗਰ ਅਤੁੱਟ ਵਰਤਿਆ। ਸਿੱਖ ਵਿਦਵਾਨਾਂ ਨੇ ਸਿੱਖ ਇਤਿਹਾਸ 'ਤੇ ਚਾਨਣਾ ਪਾਇਆ। ਸੰਗਤਾਂ ਨੇ ਮੰਗ ਕੀਤੀ ਕਿ ਇਨ੍ਹਾਂ ਇਤਿਹਾਸਕ ਵਸਤਾਂ ਦੀ ਸਾਂਭ ਸੰਭਾਲ ਲਈ ਇੱਕ ਅਜਾਇਬ ਘਰ ਬਣਾਇਆ ਜਾਵੇ। ਇਸ ਮੌਕੇ ਸ਼੍ਰੋਮਣੀ ਕਮੇਟੀ ਦੇ ਅਹੁਦੇਦਾਰ ਵੀ ਹਾਜ਼ਰ ਸਨ। ਸਮਾਗਮ ਦੀ ਸਮਾਪਤੀ ਅਰਦਾਸ ਨਾਲ ਹੋਈ। [763, 1757, 1131, 1970]
article-opposition-parliament-2: ਦੀ ਕਿਹਾ ਕਿ ਜਦ ਸਿਰਫ ਵਿਰੋਧੀ ਧਿਰ ਦੀ ਹਾਰ ਦੀ ਗੱਲ ਹੁੰਦੀ ਹੈ ਤਾਂ ਉਹ ਸੰਸਦ ਵਿੱਚ ਹੰਗਾਮਾ ਕਰਦੇ ਹਨ। ਪ੍ਰਧਾਨ ਮੰਤਰੀ ਨੇ ਕਿਹਾ ਕਿ ਸੰਸਦ ਦਾ ਕੰਮ ਨੀਤੀਆਂ 'ਤੇ ਚਰਚਾ ਕਰਨਾ ਹੈ ਨਾ ਕਿ ਡਰਾਮਾ ਕਰਨਾ। ਉਨ੍ਹਾਂ ਨੇ ਕਿਹਾ ਕਿ ਕੁਝ ਪਾਰਟੀਆਂ ਹਾਰ ਤੋਂ ਨਿਰਾਸ਼ ਹੋ ਕੇ ਸੰਸਦ ਦੀ ਕਾਰਵਾਈ ਨੂੰ ਰੋਕਣ ਦੀ ਕੋਸ਼ਿਸ਼ ਕਰਦੀਆਂ ਹਨ। ਉਨ੍ਹਾਂ ਨੇ ਨਵੇਂ ਸੰਸਦ ਮੈਂਬਰਾਂ ਨੂੰ ਬੋਲਣ ਦਾ ਮੌਕਾ ਦੇਣ ਦੀ ਗੱਲ ਕਹੀ। ਵਿਰੋਧੀ ਧਿਰ ਦੇ ਨੇਤਾਵਾਂ ਨੇ ਪ੍ਰਧਾਨ ਮੰਤਰੀ ਦੇ ਬਿਆਨ ਦੀ ਨਿੰਦਾ ਕੀਤੀ ਅਤੇ ਕਿਹਾ ਕਿ ਸਰਕਾਰ ਲੋਕਾਂ ਦੇ ਅਸਲ ਮੁੱਦਿਆਂ ਤੋਂ ਭੱਜ ਰਹੀ ਹੈ। ਕਾਂਗਰਸ ਨੇ ਕਿਹਾ ਕਿ ਬੇਰੁਜ਼ਗਾਰੀ, ਮਹਿੰਗਾਈ ਅਤੇ ਵੋਟਰ ਸੂਚੀਆਂ ਦੇ ਮੁੱਦੇ 'ਤੇ ਚਰਚਾ ਹੋਣੀ ਚਾਹੀਦੀ ਹੈ। [385, 701, 753, 875]
article-delhi-pollution: ਪ੍ਰਦੂਸ਼ਣ ਕੰਟਰੋਲ ਦੇ ਮਾਮਲੇ ਵਿੱਚ ਪੰਜਾਬ ਵਿੱਚ ਪਰਾਲੀ ਸਾੜਨ ਦੀਆਂ ਘਟਨਾਵਾਂ ਵਿੱਚ ਕਮੀ ਆਈ ਹੈ। ਸੁਪਰੀਮ ਕੋਰਟ ਨੇ ਕਿਹਾ ਕਿ ਸਿਰਫ਼ ਕਿਸਾਨਾਂ ਨੂੰ ਜ਼ਿੰਮੇਵਾਰ ਠਹਿਰਾਉਣਾ ਠੀਕ ਨਹੀਂ ਹੈ। ਅਦਾਲਤ ਨੇ ਕੇਂਦਰ ਸਰਕਾਰ ਤੋਂ ਹਵਾ ਪ੍ਰਦੂਸ਼ਣ ਨੂੰ ਘਟਾਉਣ ਲਈ ਚੁੱਕੇ ਗਏ ਕਦਮਾਂ ਦੀ ਰਿਪੋਰਟ ਮੰਗੀ। ਚੀਫ਼ ਜਸਟਿਸ ਨੇ ਕਿਹਾ ਕਿ ਪ੍ਰਦੂਸ਼ਣ ਦੇ ਕਈ ਕਾਰਨ ਹਨ ਜਿਵੇਂ ਵਾਹਨਾਂ ਦਾ ਧੂੰਆਂ, ਉਸਾਰੀ ਦਾ ਕੰਮ ਅਤੇ ਉਦਯੋਗਿਕ ਪ੍ਰਦੂਸ਼ਣ। ਅਗਲੀ ਸੁਣਵਾਈ 10 ਦਸੰਬਰ ਨੂੰ ਹੋਵੇਗੀ। [385, 1842, 753, 1976]
photo-water-project [1141, 1957, 1505, 2162]
continued-band: ਸਫ਼ਾ 1 ਦੀ ਬਾਕੀ... [385, 85, 749, 121]
headline-water-project: ਵਿਧਾਇਕ ਸਿੱਧੂ ਨੇ ਕੀਤੀ ਵਾਰਡ ਨੰਬਰ 47 ਤੇ 51 'ਚ ਨਹਿਰੀ ਜਲ ਸਪਲਾਈ ਪ੍ਰੋਜੈਕਟ ਦੀ ਸ਼ੁਰੂਆਤ [1157, 1905, 1489, 1949]
article-public-issues: ਦਾ ਨਾਟਕ ਕਰਨ ਕੇ ਥਾਂ ਕਰਨਾ ਦਾ ਅਸਲ ਮੁੱਦਿਆਂ ਉੱਤੇ ਵਿਚਾਰ ਚਰਚਾ ਕਰਨੀ ਚਾਹੀਦੀ ਹੈ। ਪ੍ਰਧਾਨ ਮੰਤਰੀ ਮੋਦੀ ਵਲੋਂ ਸਰਦ ਰੁੱਤ ਇਜਲਾਸ ਦੀ ਸ਼ੁਰੂਆਤ ਤੋਂ ਪਹਿਲਾਂ ਪੱਤਰਕਾਰਾਂ ਨੂੰ ਸੰਬੋਧਨ ਕੀਤਾ ਗਿਆ। ਉਨ੍ਹਾਂ ਕਿਹਾ ਕਿ ਸਰਦ ਰੁੱਤ ਸੈਸ਼ਨ ਸਿਰਫ਼ ਇੱਕ ਰਸਮ ਨਹੀਂ ਹੈ ਸਗੋਂ ਦੇਸ਼ ਨੂੰ ਵਿਕਾਸ ਦੀ ਤੇਜ਼ ਰਫ਼ਤਾਰ ਨਾਲ ਅੱਗੇ ਲਿਜਾਣ ਦਾ ਮੌਕਾ ਹੈ। ਸੈਸ਼ਨ 19 ਦਸੰਬਰ ਤੱਕ ਚੱਲੇਗਾ ਅਤੇ ਇਸ ਦੌਰਾਨ 15 ਬੈਠਕਾਂ ਹੋਣਗੀਆਂ। ਸਰਕਾਰ ਵੱਲੋਂ ਕਈ ਮਹੱਤਵਪੂਰਨ ਬਿੱਲ ਪੇਸ਼ ਕੀਤੇ ਜਾਣਗੇ। [385, 1179, 753, 1313]
section-rule [6, 641, 370, 643]
headline-opposition-parliament-2: ਵਿਰੋਧੀ ਧਿਰ ਸੰਸਦ 'ਚ ਅਪਣੀ... [444, 670, 689, 693]
headline-state-elections: ਸੂਬੇ 'ਚ ਚੋਣਾਂ ਲਈ... [867, 1595, 1023, 1618]
headline-public-issues: ਲੋਕਾਂ ਦੇ ਮਸਲਿਆਂ ਨੂੰ... [480, 1147, 653, 1171]
issue-date: ਮੰਗਲਵਾਰ 2 ਦਸੰਬਰ 2025 [1217, 14, 1418, 36]
headline-dhanaula-school: ਧਨੌਲਾ ਦੇ ਪੀ.ਐਮ. ਸ਼੍ਰੀ ਸਰਕਾਰੀ ਸੀਨੀਅਰ ਸੈਕੰਡਰੀ ਸਕੂਲ ਵਿੱਚ ਸਲਾਨਾ ਸਮਾਰੋਹ ਦਾ ਆਯੋਜਨ [6, 647, 370, 695]
section-rule [1141, 1899, 1505, 1901]
photo-school-event [6, 143, 370, 372]
article-chandigarh: ਕਰਵਾਉਣ ਦੀ ਘੋਸ਼ਣਾ ਕੀਤੀ ਸੀ। ਇਸ ਤੋਂ ਬਾਅਦ ਨਵੰਬਰ 2023 'ਚ ਯੂਟੀ ਪ੍ਰਸ਼ਾਸਨ ਨੇ 10 ਏਕੜ ਜ਼ਮੀਨ ਹਰਿਆਣਾ ਨੂੰ ਦੇਣ ਦੀ ਸਹਿਮਤੀ ਜਤਾਈ ਸੀ। ਇਸ ਜ਼ਮੀਨ ਦੇ ਬਦਲੇ ਹਰਿਆਣਾ ਨੇ ਪੰਚਕੂਲਾ ਵਿੱਚ 12 ਏਕੜ ਜ਼ਮੀਨ ਦੇਣ ਦਾ ਪ੍ਰਸਤਾਵ ਰੱਖਿਆ ਸੀ। ਪਰ 2024 ਵਿੱਚ ਵਾਤਾਵਰਣ ਮੰਤਰਾਲੇ ਨੇ ਇਸ ਜ਼ਮੀਨ ਨੂੰ ਈਕੋ-ਸੈਂਸਿਟਿਵ ਜ਼ੋਨ ਦੱਸਦਿਆਂ ਮਨਜ਼ੂਰੀ ਦੇਣ ਤੋਂ ਇਨਕਾਰ ਕਰ ਦਿੱਤਾ। ਪੰਜਾਬ ਦੀਆਂ ਸਿਆਸੀ ਪਾਰਟੀਆਂ ਨੇ ਇਸ ਫੈਸਲੇ ਦਾ ਸਵਾਗਤ ਕੀਤਾ ਹੈ। [763, 868, 1131, 1002]
page-number: 7 [1434, 0, 1512, 76]
newspaper-logo [6, 6, 337, 69]
column-rule [377, 80, 378, 2386]
headline-opposition-parliament-1: ਵਿਰੋਧੀ ਧਿਰ ਸੰਸਦ 'ਚ ਅਪਣੀ... [444, 128, 689, 151]
photo-motorcycle [6, 1856, 186, 2022]
article-high-court: ਦੀ ਨਜ਼ਰਬੰਦੀ ਨੂੰ ਚੁਣੌਤੀ ਦੇਣ ਵਾਲੀ ਪਟੀਸ਼ਨ 'ਤੇ ਸੁਣਵਾਈ ਕਰਦਿਆਂ ਪੰਜਾਬ ਸਰਕਾਰ ਤੋਂ ਜਵਾਬ ਮੰਗਿਆ ਹੈ। ਅਦਾਲਤ ਨੇ ਕਿਹਾ ਕਿ ਸੰਸਦ ਮੈਂਬਰ ਨੂੰ ਸੰਸਦ ਦੇ ਸੈਸ਼ਨ ਵਿੱਚ ਹਿੱਸਾ ਲੈਣ ਦਾ ਅਧਿਕਾਰ ਹੈ। ਪਟੀਸ਼ਨਰ ਦੇ ਵਕੀਲ ਨੇ ਦਲੀਲ ਦਿੱਤੀ ਕਿ ਰਾਸ਼ਟਰੀ ਸੁਰੱਖਿਆ ਐਕਟ ਤਹਿਤ ਨਜ਼ਰਬੰਦੀ ਗੈਰ-ਕਾਨੂੰਨੀ ਹੈ। ਪੰਜਾਬ ਸਰਕਾਰ ਦੇ ਵਕੀਲ ਨੇ ਕਿਹਾ ਕਿ ਸੂਬੇ ਦੀ ਕਾਨੂੰਨ ਵਿਵਸਥਾ ਬਣਾਈ ਰੱਖਣ ਲਈ ਇਹ ਫੈਸਲਾ ਲਿਆ ਗਿਆ ਸੀ। ਅਗਲੀ ਸੁਣਵਾਈ ਅਗਲੇ ਹਫ਼ਤੇ ਹੋਵੇਗੀ। ਹਾਈਕੋਰਟ ਨੇ ਕਿਹਾ ਕਿ ਇਸ ਮਾਮਲੇ ਵਿੱਚ ਕੇਂਦਰ ਸਰਕਾਰ ਦਾ ਪੱਖ ਵੀ ਸੁਣਿਆ ਜਾਵੇਗਾ। ਅੰਮ੍ਰਿਤਪਾਲ ਸਿੰਘ ਦੇ ਪਰਿਵਾਰ ਨੇ ਅਦਾਲਤ ਦੇ ਰੁਖ਼ ਦਾ ਸਵਾਗਤ ਕੀਤਾ। [763, 1141, 1131, 1314]
article-press-freedom: ਵਿੱਚ ਸ਼੍ਰੀ ਜਿਤਿੰਦਰ ਪਾਲ ਸਿੰਘ ਗਰੇਵਾਲ ਲੋਕਤੰਤਰਿਕ ਪਾਰਟੀ, ਸਾਹਿਬ ਅਰਸ਼ ਦੇ ਕ੍ਰਾਂਤੀ ਨੌਜਵਾਨ ਕਿਸਾਨ ਸਾਕਨ, ਡਾ. ਲਖਵਿੰਦਰ ਸਿੰਘ ਗਰੇਵਾਲ ਅਤੇ ਹੋਰ ਪੱਤਰਕਾਰ ਸਾਥੀਆਂ ਨੇ ਪ੍ਰੈਸ ਦੀ ਆਜ਼ਾਦੀ 'ਤੇ ਹੋ ਰਹੇ ਹਮਲਿਆਂ ਦੀ ਨਿੰਦਾ ਕੀਤੀ। ਉਨ੍ਹਾਂ ਕਿਹਾ ਕਿ ਪੱਤਰਕਾਰਾਂ ਨੂੰ ਡਰਾਉਣ ਧਮਕਾਉਣ ਦੀਆਂ ਘਟਨਾਵਾਂ ਲੋਕਤੰਤਰ ਲਈ ਖ਼ਤਰਨਾਕ ਹਨ। ਇਸ ਮੌਕੇ ਵੱਖ-ਵੱਖ ਜਥੇਬੰਦੀਆਂ ਦੇ ਆਗੂਆਂ ਨੇ ਸੰਬੋਧਨ ਕੀਤਾ ਅਤੇ ਸਰਕਾਰ ਤੋਂ ਪੱਤਰਕਾਰਾਂ ਦੀ ਸੁਰੱਖਿਆ ਲਈ ਕਾਨੂੰਨ ਬਣਾਉਣ ਦੀ ਮੰਗ ਕੀਤੀ। ਬੁਲਾਰਿਆਂ ਨੇ ਕਿਹਾ ਕਿ ਪ੍ਰੈਸ ਲੋਕਤੰਤਰ ਦਾ ਚੌਥਾ ਥੰਮ੍ਹ ਹੈ ਅਤੇ ਇਸ ਦੀ ਆਜ਼ਾਦੀ ਨੂੰ ਕਾਇਮ ਰੱਖਣਾ ਹਰ ਨਾਗਰਿਕ ਦੀ ਜ਼ਿੰਮੇਵਾਰੀ ਹੈ। ਉਨ੍ਹਾਂ ਨੇ ਐਲਾਨ ਕੀਤਾ ਕਿ ਜੇਕਰ ਪੱਤਰਕਾਰਾਂ 'ਤੇ ਹਮਲੇ ਨਾ ਰੁਕੇ ਤਾਂ ਸੂਬਾ ਪੱਧਰੀ ਸੰਘਰਸ਼ ਵਿੱਢਿਆ ਜਾਵੇਗਾ। ਇਸ ਮੌਕੇ ਮਤੇ ਪਾਸ ਕਰਕੇ ਸਰਕਾਰ ਨੂੰ ਭੇਜੇ ਗਏ। [385, 2115, 753, 2328]
